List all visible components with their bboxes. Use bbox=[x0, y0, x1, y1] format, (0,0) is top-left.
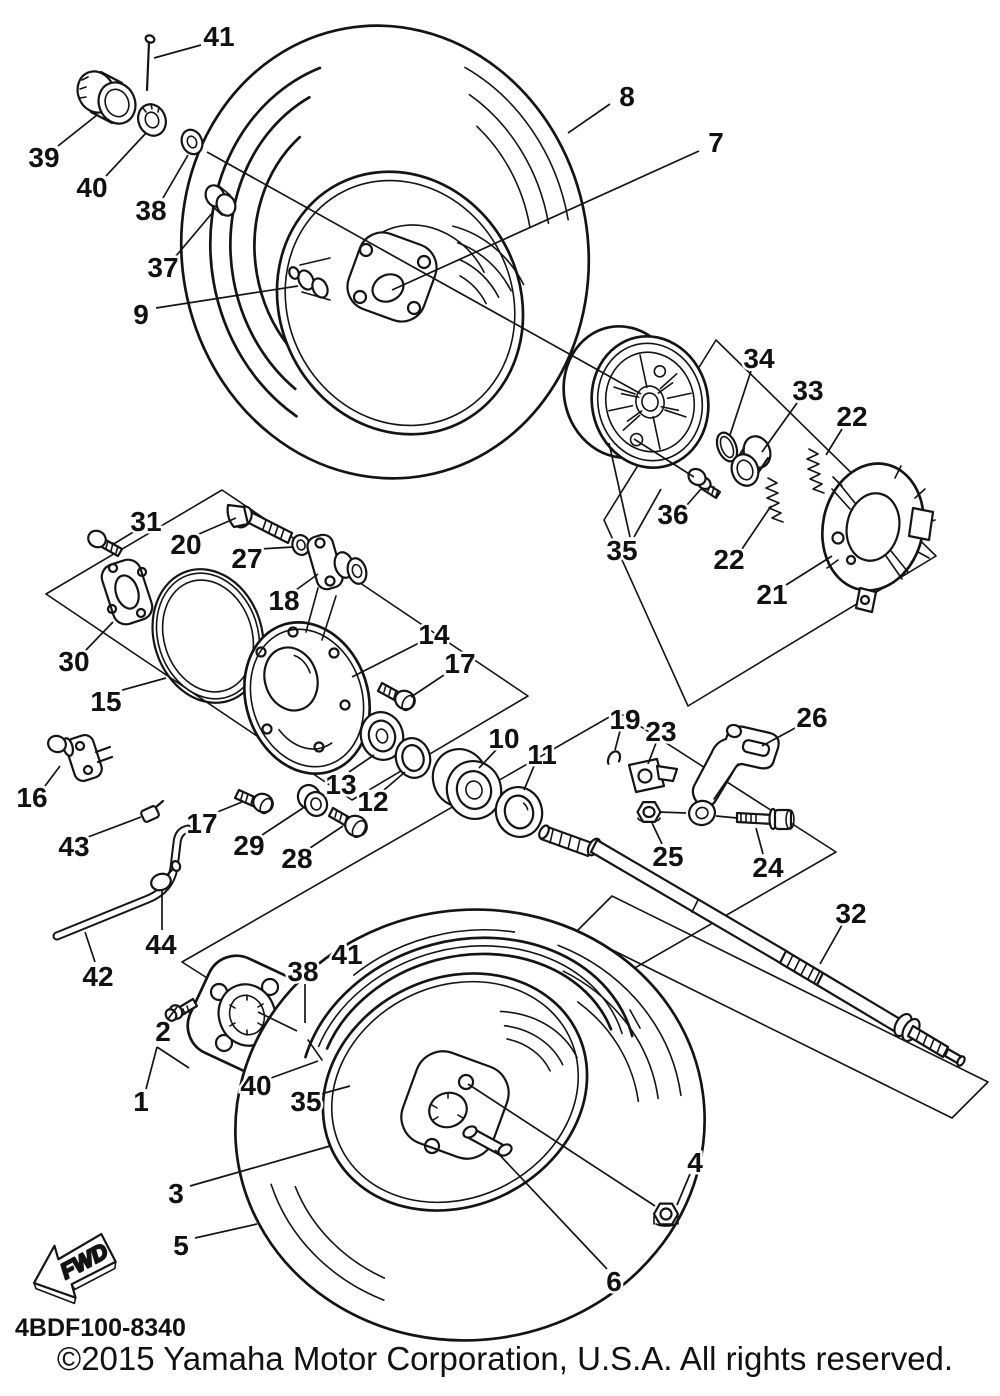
hose-clamp-43 bbox=[140, 801, 163, 823]
copyright-line: ©2015 Yamaha Motor Corporation, U.S.A. All rights reserved. bbox=[56, 1340, 954, 1377]
plate-23 bbox=[629, 759, 677, 792]
part-label-41-top: 41 bbox=[203, 21, 235, 52]
part-label-26: 26 bbox=[796, 702, 828, 733]
part-label-14: 14 bbox=[418, 619, 450, 650]
leader-line-27 bbox=[260, 547, 293, 549]
part-label-27: 27 bbox=[231, 543, 263, 574]
brake-lever-26 bbox=[686, 724, 778, 828]
part-label-38-hub: 38 bbox=[287, 956, 319, 987]
leader-line-17-left bbox=[215, 802, 242, 813]
part-label-21: 21 bbox=[756, 579, 788, 610]
leader-line-17-right bbox=[411, 673, 447, 697]
part-label-37: 37 bbox=[147, 252, 179, 283]
leader-line-8 bbox=[568, 104, 610, 133]
part-label-28: 28 bbox=[281, 843, 313, 874]
part-label-12: 12 bbox=[357, 786, 389, 817]
bolt-24 bbox=[737, 809, 794, 829]
fwd-label: FWD bbox=[56, 1238, 113, 1284]
tire-rear-top bbox=[146, 0, 625, 511]
leader-line-42 bbox=[85, 932, 95, 962]
leader-line-5 bbox=[195, 1224, 257, 1238]
part-label-40-top: 40 bbox=[76, 172, 108, 203]
part-label-7: 7 bbox=[708, 127, 724, 158]
part-label-5: 5 bbox=[173, 1230, 189, 1261]
cotter-pin-41-top bbox=[145, 34, 156, 90]
part-label-22-right: 22 bbox=[836, 401, 868, 432]
part-label-13: 13 bbox=[325, 769, 357, 800]
nut-25 bbox=[638, 802, 661, 822]
part-label-20: 20 bbox=[170, 529, 202, 560]
part-label-3: 3 bbox=[168, 1178, 184, 1209]
part-label-35-hub: 35 bbox=[290, 1086, 322, 1117]
part-label-38-top: 38 bbox=[135, 195, 167, 226]
bolt-36 bbox=[685, 466, 720, 498]
part-label-18: 18 bbox=[268, 585, 300, 616]
stopper-16 bbox=[46, 733, 112, 783]
part-label-32: 32 bbox=[835, 898, 867, 929]
part-label-17-right: 17 bbox=[444, 648, 476, 679]
leader-line-36 bbox=[687, 489, 701, 505]
part-label-41-hub: 41 bbox=[331, 939, 363, 970]
leader-line-14 bbox=[352, 643, 419, 677]
gasket-30 bbox=[98, 556, 155, 627]
part-label-24: 24 bbox=[752, 852, 784, 883]
part-label-29: 29 bbox=[233, 830, 265, 861]
part-label-36: 36 bbox=[657, 499, 689, 530]
part-label-16: 16 bbox=[16, 782, 48, 813]
part-label-9: 9 bbox=[133, 299, 149, 330]
part-label-6: 6 bbox=[606, 1266, 622, 1297]
part-label-44: 44 bbox=[145, 929, 177, 960]
leader-line-39 bbox=[58, 115, 97, 146]
fwd-arrow bbox=[24, 1228, 124, 1314]
fiche-code: 4BDF100-8340 bbox=[15, 1314, 186, 1342]
part-label-43: 43 bbox=[58, 831, 90, 862]
part-label-39: 39 bbox=[28, 142, 60, 173]
brake-shoe-set-21 bbox=[811, 454, 935, 612]
backing-plate-14 bbox=[225, 588, 389, 790]
leader-line-21 bbox=[786, 556, 832, 585]
cap-nut-39 bbox=[71, 66, 141, 129]
part-label-42: 42 bbox=[82, 961, 114, 992]
leader-line-38-top bbox=[163, 155, 188, 198]
bolt-20 bbox=[228, 504, 292, 543]
tire-rear-bottom bbox=[207, 879, 732, 1370]
clip-19 bbox=[606, 749, 623, 768]
part-label-2: 2 bbox=[155, 1016, 171, 1047]
part-label-17-left: 17 bbox=[186, 808, 218, 839]
leader-line-22-right bbox=[826, 429, 842, 455]
part-label-10: 10 bbox=[488, 723, 520, 754]
part-label-22-left: 22 bbox=[713, 544, 745, 575]
part-label-40-hub: 40 bbox=[240, 1070, 272, 1101]
leader-line-40-top bbox=[106, 133, 146, 176]
spring-22-lower bbox=[766, 478, 783, 522]
leader-line-33 bbox=[762, 403, 797, 452]
part-label-1: 1 bbox=[133, 1086, 149, 1117]
hose-clamp-44 bbox=[149, 860, 182, 893]
part-label-31: 31 bbox=[130, 506, 162, 537]
leader-line-43 bbox=[88, 817, 141, 837]
leader-line-34 bbox=[730, 371, 751, 435]
spring-22-upper bbox=[807, 449, 824, 493]
part-label-25: 25 bbox=[652, 841, 684, 872]
leader-line-20 bbox=[199, 518, 236, 534]
leader-line-41-top bbox=[154, 45, 201, 58]
leader-line-15 bbox=[119, 678, 166, 691]
bolt-17-right bbox=[378, 683, 418, 713]
part-label-34: 34 bbox=[743, 343, 775, 374]
leader-line-28 bbox=[310, 826, 343, 848]
leader-line-1 bbox=[146, 1047, 157, 1089]
part-label-23: 23 bbox=[645, 716, 677, 747]
part-label-4: 4 bbox=[687, 1147, 703, 1178]
part-label-19: 19 bbox=[609, 704, 641, 735]
castle-nut-40-top bbox=[133, 100, 170, 140]
part-label-11: 11 bbox=[527, 739, 557, 770]
leader-line-32 bbox=[820, 925, 842, 964]
part-label-15: 15 bbox=[90, 686, 122, 717]
leader-line-22-left bbox=[742, 506, 771, 549]
part-label-8: 8 bbox=[619, 81, 635, 112]
part-label-33: 33 bbox=[792, 375, 824, 406]
tensioner-18 bbox=[305, 532, 369, 591]
leader-line-1 bbox=[157, 1047, 189, 1068]
part-label-30: 30 bbox=[58, 646, 90, 677]
part-label-35-wheel: 35 bbox=[606, 535, 638, 566]
leader-line-24 bbox=[756, 828, 763, 854]
